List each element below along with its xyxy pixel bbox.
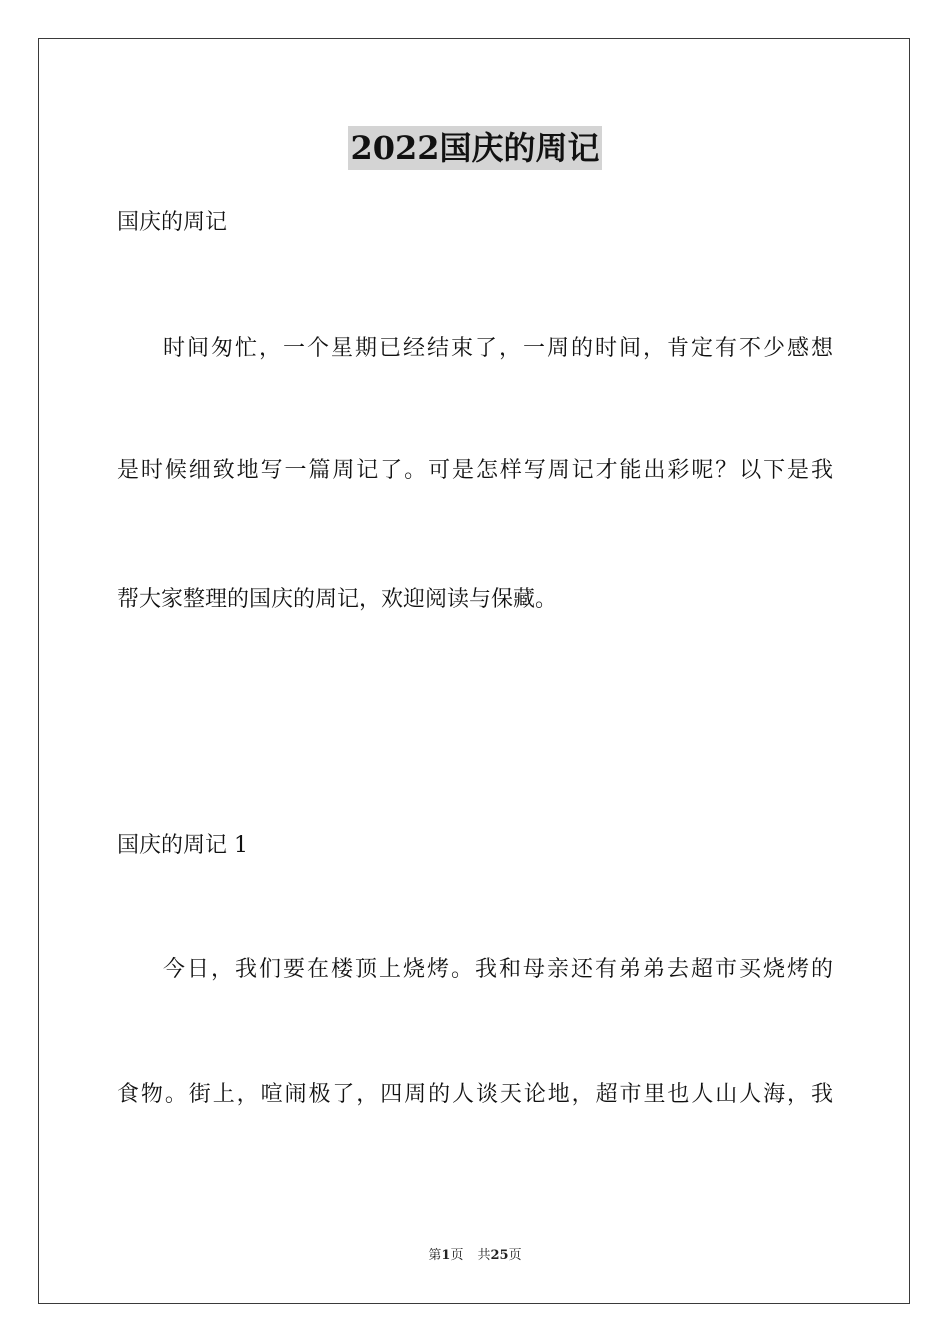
- total-suffix: 页: [508, 1248, 522, 1263]
- paragraph-line: 是时候细致地写一篇周记了。可是怎样写周记才能出彩呢？以下是我: [117, 458, 833, 483]
- document-title: [0, 126, 950, 176]
- paragraph-line: 帮大家整理的国庆的周记，欢迎阅读与保藏。: [117, 587, 558, 612]
- paragraph-line: 时间匆忙，一个星期已经结束了，一周的时间，肯定有不少感想: [163, 336, 833, 361]
- intro-heading: 国庆的周记: [117, 210, 228, 235]
- section-heading: 国庆的周记 1: [117, 833, 248, 858]
- document-title-text: 2022国庆的周记: [348, 126, 601, 170]
- page-suffix: 页: [450, 1248, 464, 1263]
- paragraph-line: 今日，我们要在楼顶上烧烤。我和母亲还有弟弟去超市买烧烤的: [163, 957, 833, 982]
- paragraph-line: 食物。街上，喧闹极了，四周的人谈天论地，超市里也人山人海，我: [117, 1082, 833, 1107]
- total-pages: 25: [490, 1248, 509, 1263]
- page-prefix: 第: [428, 1248, 442, 1263]
- page-current: 1: [441, 1248, 451, 1263]
- page-footer: [0, 1247, 950, 1265]
- total-prefix: 共: [477, 1248, 491, 1263]
